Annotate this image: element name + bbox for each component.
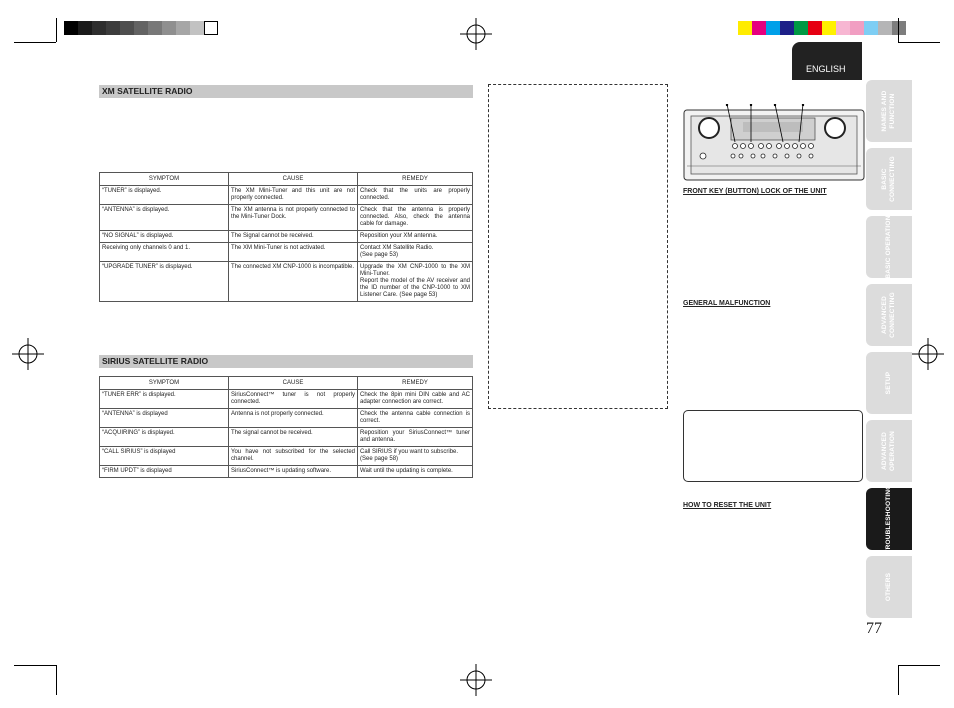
chapter-tab-label: OTHERS — [885, 572, 892, 602]
remedy-cell: Upgrade the XM CNP-1000 to the XM Mini-Tuner. Report the model of the AV receiver and the ID number of the CNP-1000 to XM Listener Care. (See page 53) — [358, 262, 473, 302]
gray-swatch — [148, 21, 162, 35]
column-header-cause: CAUSE — [229, 173, 358, 186]
page-number: 77 — [866, 620, 882, 637]
color-swatch — [822, 21, 836, 35]
grayscale-calibration-bar — [64, 21, 218, 35]
cause-cell: SiriusConnect™ tuner is not properly connected. — [229, 390, 358, 409]
gray-swatch — [120, 21, 134, 35]
table-row — [100, 205, 473, 231]
remedy-cell: Contact XM Satellite Radio. (See page 53) — [358, 243, 473, 262]
symptom-cell: “ANTENNA” is displayed — [100, 409, 229, 428]
remedy-cell: Check the 8pin mini DIN cable and AC adapter connection are correct. — [358, 390, 473, 409]
receiver-front-panel-illustration — [683, 104, 865, 182]
cause-cell: SiriusConnect™ is updating software. — [229, 466, 358, 478]
chapter-tab-label: BASIC OPERATION — [885, 215, 892, 279]
symptom-cell: “ACQUIRING” is displayed. — [100, 428, 229, 447]
crop-mark — [56, 18, 57, 42]
cause-cell: The XM Mini-Tuner and this unit are not properly connected. — [229, 186, 358, 205]
chapter-tab[interactable] — [866, 80, 912, 142]
xm-troubleshooting-table — [99, 172, 473, 302]
chapter-tab[interactable] — [866, 148, 912, 210]
color-swatch — [794, 21, 808, 35]
table-row — [100, 409, 473, 428]
cause-cell: The XM Mini-Tuner is not activated. — [229, 243, 358, 262]
chapter-tab-label: ADVANCED OPERATION — [881, 431, 896, 471]
chapter-tab[interactable] — [866, 556, 912, 618]
color-swatch — [766, 21, 780, 35]
gray-swatch — [106, 21, 120, 35]
registration-mark-icon — [912, 338, 944, 370]
gray-swatch — [190, 21, 204, 35]
remedy-cell: Wait until the updating is complete. — [358, 466, 473, 478]
chapter-tab[interactable] — [866, 284, 912, 346]
cause-cell: The Signal cannot be received. — [229, 231, 358, 243]
front-key-lock-heading: FRONT KEY (BUTTON) LOCK OF THE UNIT — [683, 188, 827, 195]
color-swatch — [808, 21, 822, 35]
remedy-cell: Reposition your XM antenna. — [358, 231, 473, 243]
color-swatch — [850, 21, 864, 35]
symptom-cell: “ANTENNA” is displayed. — [100, 205, 229, 231]
dashed-note-box — [488, 84, 668, 409]
crop-mark — [898, 18, 899, 42]
column-header-symptom: SYMPTOM — [100, 173, 229, 186]
color-swatch — [836, 21, 850, 35]
chapter-tab[interactable] — [866, 420, 912, 482]
cause-cell: The signal cannot be received. — [229, 428, 358, 447]
color-swatch — [878, 21, 892, 35]
chapter-tab-label: TROUBLESHOOTING — [885, 484, 892, 554]
remedy-cell: Call SIRIUS if you want to subscribe. (See page 58) — [358, 447, 473, 466]
sirius-section-title: SIRIUS SATELLITE RADIO — [99, 355, 473, 368]
table-row — [100, 231, 473, 243]
chapter-tab-label: ADVANCED CONNECTING — [881, 292, 896, 338]
crop-mark — [14, 665, 56, 666]
symptom-cell: “NO SIGNAL” is displayed. — [100, 231, 229, 243]
gray-swatch — [204, 21, 218, 35]
xm-section-title: XM SATELLITE RADIO — [99, 85, 473, 98]
remedy-cell: Check the antenna cable connection is correct. — [358, 409, 473, 428]
chapter-tab-label: BASIC CONNECTING — [881, 156, 896, 202]
column-header-cause: CAUSE — [229, 377, 358, 390]
table-row — [100, 186, 473, 205]
gray-swatch — [134, 21, 148, 35]
symptom-cell: Receiving only channels 0 and 1. — [100, 243, 229, 262]
color-swatch — [780, 21, 794, 35]
table-row — [100, 390, 473, 409]
gray-swatch — [78, 21, 92, 35]
gray-swatch — [92, 21, 106, 35]
how-to-reset-heading: HOW TO RESET THE UNIT — [683, 502, 772, 509]
table-row — [100, 243, 473, 262]
cause-cell: The XM antenna is not properly connected to the Mini-Tuner Dock. — [229, 205, 358, 231]
gray-swatch — [64, 21, 78, 35]
chapter-tab-label: NAMES AND FUNCTION — [881, 90, 896, 132]
cause-cell: Antenna is not properly connected. — [229, 409, 358, 428]
crop-mark — [898, 42, 940, 43]
color-swatch — [752, 21, 766, 35]
registration-mark-icon — [460, 664, 492, 696]
symptom-cell: “TUNER” is displayed. — [100, 186, 229, 205]
symptom-cell: “CALL SIRIUS” is displayed — [100, 447, 229, 466]
symptom-cell: “FIRM UPDT” is displayed — [100, 466, 229, 478]
registration-mark-icon — [12, 338, 44, 370]
language-tab-label: ENGLISH — [806, 64, 846, 74]
remedy-cell: Check that the antenna is properly connected. Also, check the antenna cable for damage. — [358, 205, 473, 231]
remedy-cell: Reposition your SiriusConnect™ tuner and antenna. — [358, 428, 473, 447]
color-swatch — [864, 21, 878, 35]
chapter-tab-label: SETUP — [885, 371, 892, 395]
registration-mark-icon — [460, 18, 492, 50]
chapter-tab[interactable] — [866, 484, 912, 554]
general-malfunction-heading: GENERAL MALFUNCTION — [683, 300, 771, 307]
crop-mark — [898, 665, 899, 695]
symptom-cell: “UPGRADE TUNER” is displayed. — [100, 262, 229, 302]
column-header-symptom: SYMPTOM — [100, 377, 229, 390]
chapter-tab[interactable] — [866, 352, 912, 414]
symptom-cell: “TUNER ERR” is displayed. — [100, 390, 229, 409]
column-header-remedy: REMEDY — [358, 377, 473, 390]
rounded-note-box — [683, 410, 863, 482]
gray-swatch — [176, 21, 190, 35]
table-row — [100, 428, 473, 447]
cause-cell: The connected XM CNP-1000 is incompatible. — [229, 262, 358, 302]
language-tab[interactable] — [792, 42, 862, 80]
crop-mark — [14, 42, 56, 43]
table-row — [100, 466, 473, 478]
table-row — [100, 447, 473, 466]
table-row — [100, 262, 473, 302]
color-calibration-bar — [738, 21, 906, 35]
crop-mark — [56, 665, 57, 695]
column-header-remedy: REMEDY — [358, 173, 473, 186]
cause-cell: You have not subscribed for the selected channel. — [229, 447, 358, 466]
chapter-tab[interactable] — [866, 216, 912, 278]
crop-mark — [898, 665, 940, 666]
sirius-troubleshooting-table — [99, 376, 473, 478]
color-swatch — [892, 21, 906, 35]
color-swatch — [738, 21, 752, 35]
gray-swatch — [162, 21, 176, 35]
remedy-cell: Check that the units are properly connected. — [358, 186, 473, 205]
